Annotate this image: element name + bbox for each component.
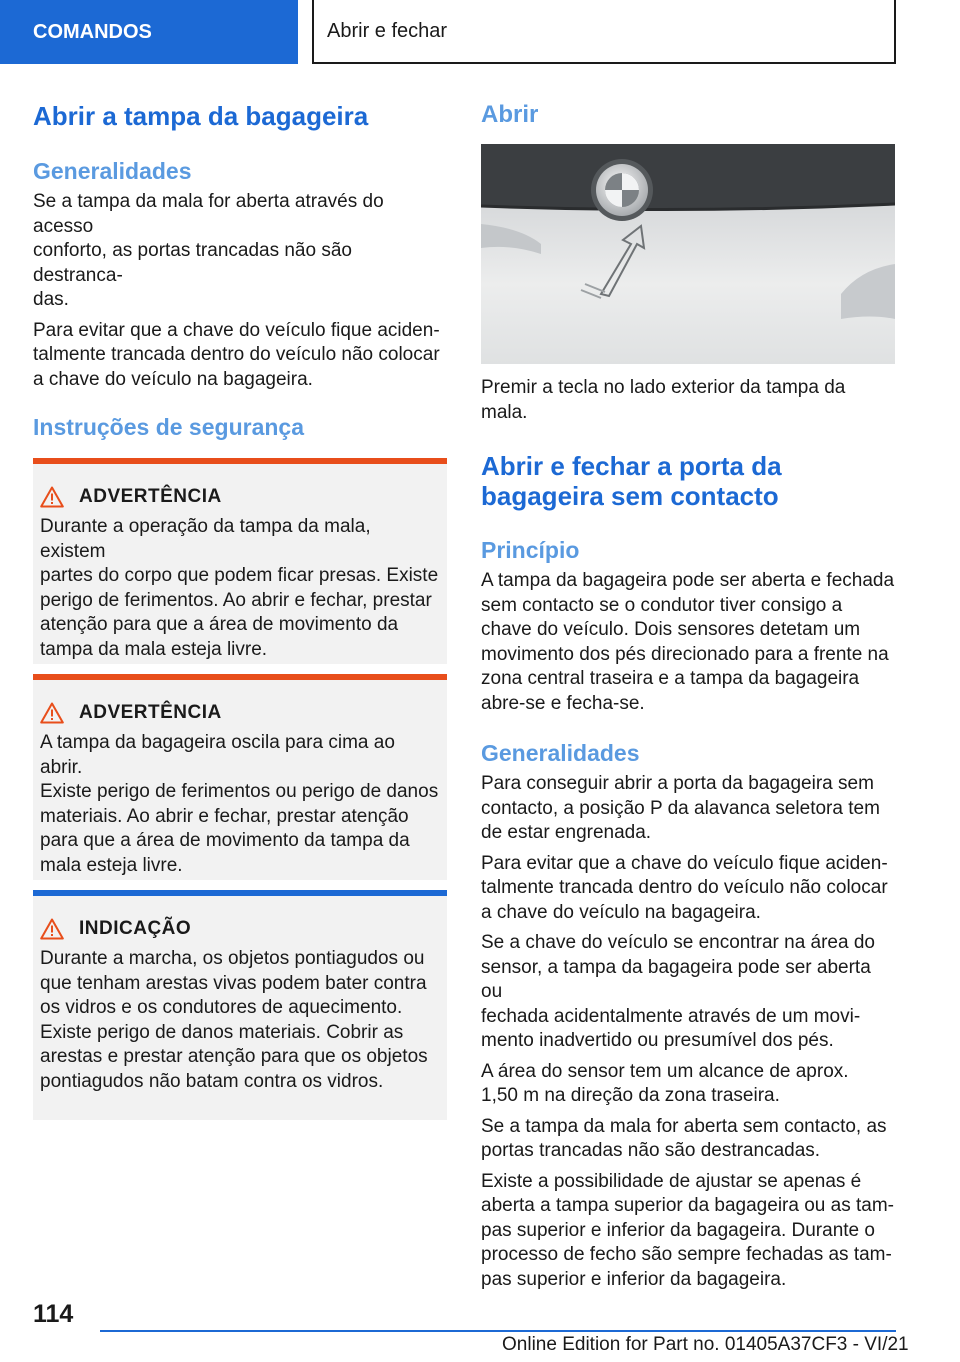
warning-text: Durante a operação da tampa da mala, existem partes do corpo que podem ficar presas. Existe perigo de ferimentos. Ao abrir e fechar, prestar atenção para que a área de movimento da tampa da mala esteja livre. bbox=[40, 516, 439, 660]
chapter-title: Abrir e fechar bbox=[312, 0, 896, 64]
subheading-generalidades: Generalidades bbox=[33, 158, 192, 184]
tailgate-photo bbox=[481, 144, 895, 364]
paragraph: Para conseguir abrir a porta da bagageira sem contacto, a posição P da alavanca seletora tem de estar engrenada. bbox=[481, 773, 880, 843]
paragraph: Se a tampa da mala for aberta sem contacto, as portas trancadas não são destrancadas. bbox=[481, 1115, 887, 1161]
section-tab[interactable]: COMANDOS bbox=[0, 0, 298, 64]
paragraph: Para evitar que a chave do veículo fique aciden- talmente trancada dentro do veículo não colocar a chave do veículo na bagageira. bbox=[33, 319, 440, 390]
subheading-generalidades: Generalidades bbox=[481, 740, 640, 766]
notice-box bbox=[33, 890, 447, 1120]
section-heading: Abrir a tampa da bagageira bbox=[33, 101, 369, 131]
footer-edition: Online Edition for Part no. 01405A37CF3 - VI/21 bbox=[502, 1334, 909, 1355]
subheading-seguranca: Instruções de segurança bbox=[33, 414, 304, 440]
photo-caption: Premir a tecla no lado exterior da tampa da mala. bbox=[481, 377, 846, 423]
paragraph: A área do sensor tem um alcance de aprox. 1,50 m na direção da zona traseira. bbox=[481, 1060, 849, 1106]
paragraph: Existe a possibilidade de ajustar se apenas é aberta a tampa superior da bagageira ou as tam- pas superior e inferior da bagageira. Durante o processo de fecho são sempre fechadas as tam- pas superior e inferior da bagageira. bbox=[481, 1170, 894, 1290]
subheading-principio: Princípio bbox=[481, 537, 580, 563]
subheading-abrir: Abrir bbox=[481, 101, 539, 128]
paragraph: Se a tampa da mala for aberta através do acesso conforto, as portas trancadas não são destranca- das. bbox=[33, 191, 384, 310]
section-heading: Abrir e fechar a porta da bagageira sem contacto bbox=[481, 451, 782, 511]
tailgate-illustration bbox=[481, 144, 895, 364]
warning-triangle-icon bbox=[40, 486, 64, 508]
notice-title: INDICAÇÃO bbox=[79, 918, 192, 939]
notice-text: Durante a marcha, os objetos pontiagudos ou que tenham arestas vivas podem bater contra os vidros e os condutores de aquecimento. Existe perigo de danos materiais. Cobrir as arestas e prestar atenção para que os objetos pontiagudos não batam contra os vidros. bbox=[40, 948, 428, 1092]
warning-title: ADVERTÊNCIA bbox=[79, 702, 222, 723]
paragraph: Para evitar que a chave do veículo fique aciden- talmente trancada dentro do veículo não colocar a chave do veículo na bagageira. bbox=[481, 852, 888, 923]
warning-title: ADVERTÊNCIA bbox=[79, 486, 222, 507]
paragraph: A tampa da bagageira pode ser aberta e fechada sem contacto se o condutor tiver consigo a chave do veículo. Dois sensores detetam um movimento dos pés direcionado para a frente na zona central traseira e a tampa da bagageira abre-se e fecha-se. bbox=[481, 570, 895, 714]
footer-divider bbox=[100, 1330, 896, 1332]
warning-triangle-icon bbox=[40, 918, 64, 940]
warning-box bbox=[33, 458, 447, 664]
warning-box bbox=[33, 674, 447, 880]
right-column bbox=[481, 100, 895, 1292]
page-number: 114 bbox=[33, 1300, 74, 1328]
paragraph: Se a chave do veículo se encontrar na área do sensor, a tampa da bagageira pode ser aberta ou fechada acidentalmente através de um movi- mento inadvertido ou presumível dos pés. bbox=[481, 932, 875, 1051]
warning-triangle-icon bbox=[40, 702, 64, 724]
warning-text: A tampa da bagageira oscila para cima ao abrir. Existe perigo de ferimentos ou perigo de danos materiais. Ao abrir e fechar, prestar atenção para que a área de movimento da tampa da mala esteja livre. bbox=[40, 732, 439, 876]
left-column bbox=[33, 100, 447, 1120]
